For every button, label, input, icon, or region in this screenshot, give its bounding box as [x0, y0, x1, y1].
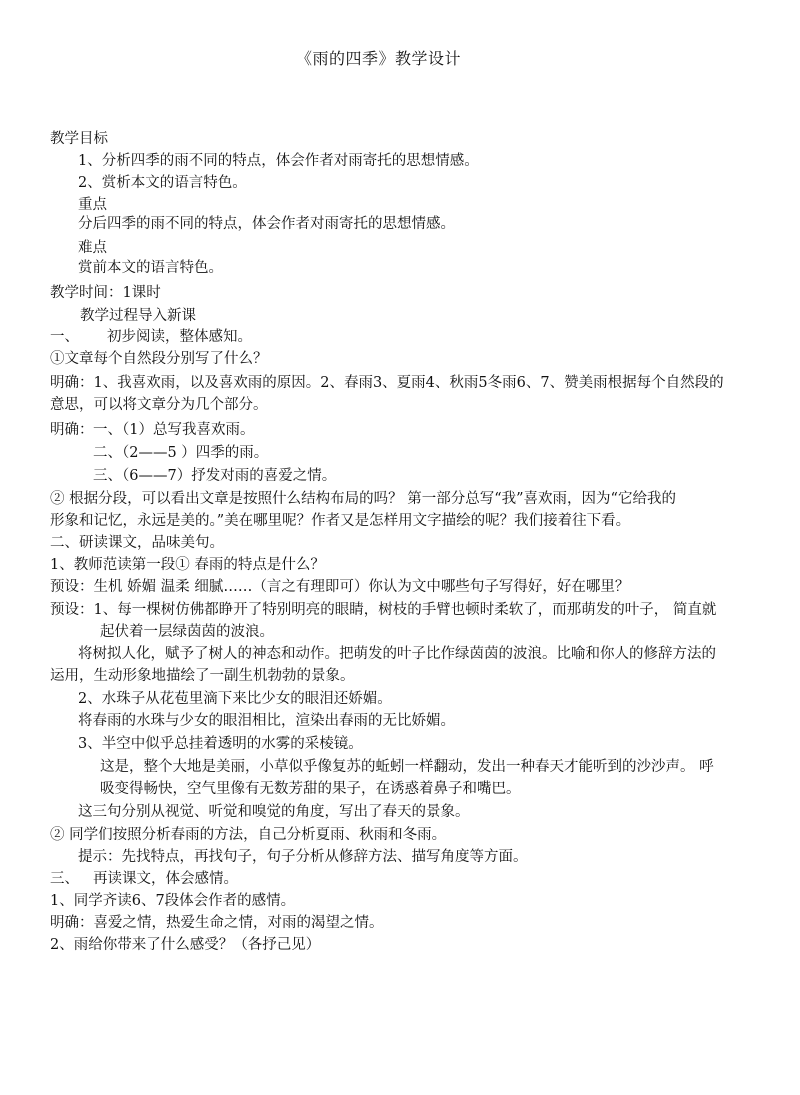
section-3-answer-1: 明确：喜爱之情，热爱生命之情，对雨的渴望之情。: [50, 915, 384, 931]
section-2-heading: 二、研读课文，品味美句。: [50, 535, 224, 551]
goal-2: 2、赏析本文的语言特色。: [78, 175, 247, 191]
key-heading: 重点: [78, 197, 107, 213]
goals-heading: 教学目标: [50, 131, 108, 147]
section-1-number: 一、: [50, 329, 79, 345]
task: ② 同学们按照分析春雨的方法，自己分析夏雨、秋雨和冬雨。: [50, 827, 447, 843]
section-2-question-1: 1、教师范读第一段① 春雨的特点是什么？: [50, 557, 325, 573]
part-2: 二、（2——5 ）四季的雨。: [93, 445, 269, 461]
part-1: 一、（1）总写我喜欢雨。: [93, 422, 255, 438]
preset-1: 预设：生机 娇媚 温柔 细腻……（言之有理即可）你认为文中哪些句子写得好，好在哪里？: [50, 579, 630, 595]
sentence-2: 2、水珠子从花苞里滴下来比少女的眼泪还娇媚。: [78, 691, 392, 707]
section-3-question-1: 1、同学齐读6、7段体会作者的感情。: [50, 893, 296, 909]
analysis-2: 将春雨的水珠与少女的眼泪相比，渲染出春雨的无比娇媚。: [78, 713, 455, 729]
teaching-time: 教学时间：1课时: [50, 285, 161, 301]
answer-2-prefix: 明确：: [50, 422, 94, 438]
question-1: ①文章每个自然段分别写了什么？: [50, 351, 268, 367]
answer-1-line-2: 意思，可以将文章分为几个部分。: [50, 397, 268, 413]
preset-2-line-1: 预设：1、每一棵树仿佛都睁开了特别明亮的眼睛，树枝的手臂也顿时柔软了，而那萌发的叶子， 简直就: [50, 602, 717, 618]
answer-1-line-1: 明确：1、我喜欢雨，以及喜欢雨的原因。2、春雨3、夏雨4、秋雨5冬雨6、7、赞美雨根据每个自然段的: [50, 375, 724, 391]
section-3-question-2: 2、雨给你带来了什么感受？（各抒己见）: [50, 937, 321, 953]
key-text: 分后四季的雨不同的特点，体会作者对雨寄托的思想情感。: [78, 216, 455, 232]
teaching-process: 教学过程导入新课: [80, 308, 196, 324]
goal-1: 1、分析四季的雨不同的特点，体会作者对雨寄托的思想情感。: [78, 153, 479, 169]
section-1-title: 初步阅读，整体感知。: [107, 329, 252, 345]
question-2-line-1: ② 根据分段，可以看出文章是按照什么结构布局的吗？ 第一部分总写“我”喜欢雨，因为“它给我的: [50, 491, 676, 507]
hint: 提示：先找特点，再找句子，句子分析从修辞方法、描写角度等方面。: [78, 849, 528, 865]
sentence-3-cont-line-2: 吸变得畅快，空气里像有无数芳甜的果子，在诱惑着鼻子和嘴巴。: [100, 781, 521, 797]
section-3-title: 再读课文，体会感情。: [93, 871, 238, 887]
question-2-line-2: 形象和记忆，永远是美的。”美在哪里呢？作者又是怎样用文字描绘的呢？我们接着往下看。: [50, 513, 631, 529]
page-title: 《雨的四季》教学设计: [296, 49, 462, 68]
section-3-number: 三、: [50, 871, 79, 887]
part-3: 三、（6——7）抒发对雨的喜爱之情。: [93, 468, 337, 484]
preset-2-line-2: 起伏着一层绿茵茵的波浪。: [100, 624, 274, 640]
analysis-1-line-2: 运用，生动形象地描绘了一副生机勃勃的景象。: [50, 668, 355, 684]
sentence-3: 3、半空中似乎总挂着透明的水雾的采棱镜。: [78, 736, 363, 752]
difficulty-text: 赏前本文的语言特色。: [78, 260, 223, 276]
difficulty-heading: 难点: [78, 240, 107, 256]
sentence-3-cont-line-1: 这是，整个大地是美丽，小草似乎像复苏的蚯蚓一样翻动，发出一种春天才能听到的沙沙声。 呼: [100, 759, 714, 775]
analysis-1-line-1: 将树拟人化，赋予了树人的神态和动作。把萌发的叶子比作绿茵茵的波浪。比喻和你人的修辞方法的: [78, 646, 716, 662]
analysis-3: 这三句分别从视觉、听觉和嗅觉的角度，写出了春天的景象。: [78, 804, 470, 820]
